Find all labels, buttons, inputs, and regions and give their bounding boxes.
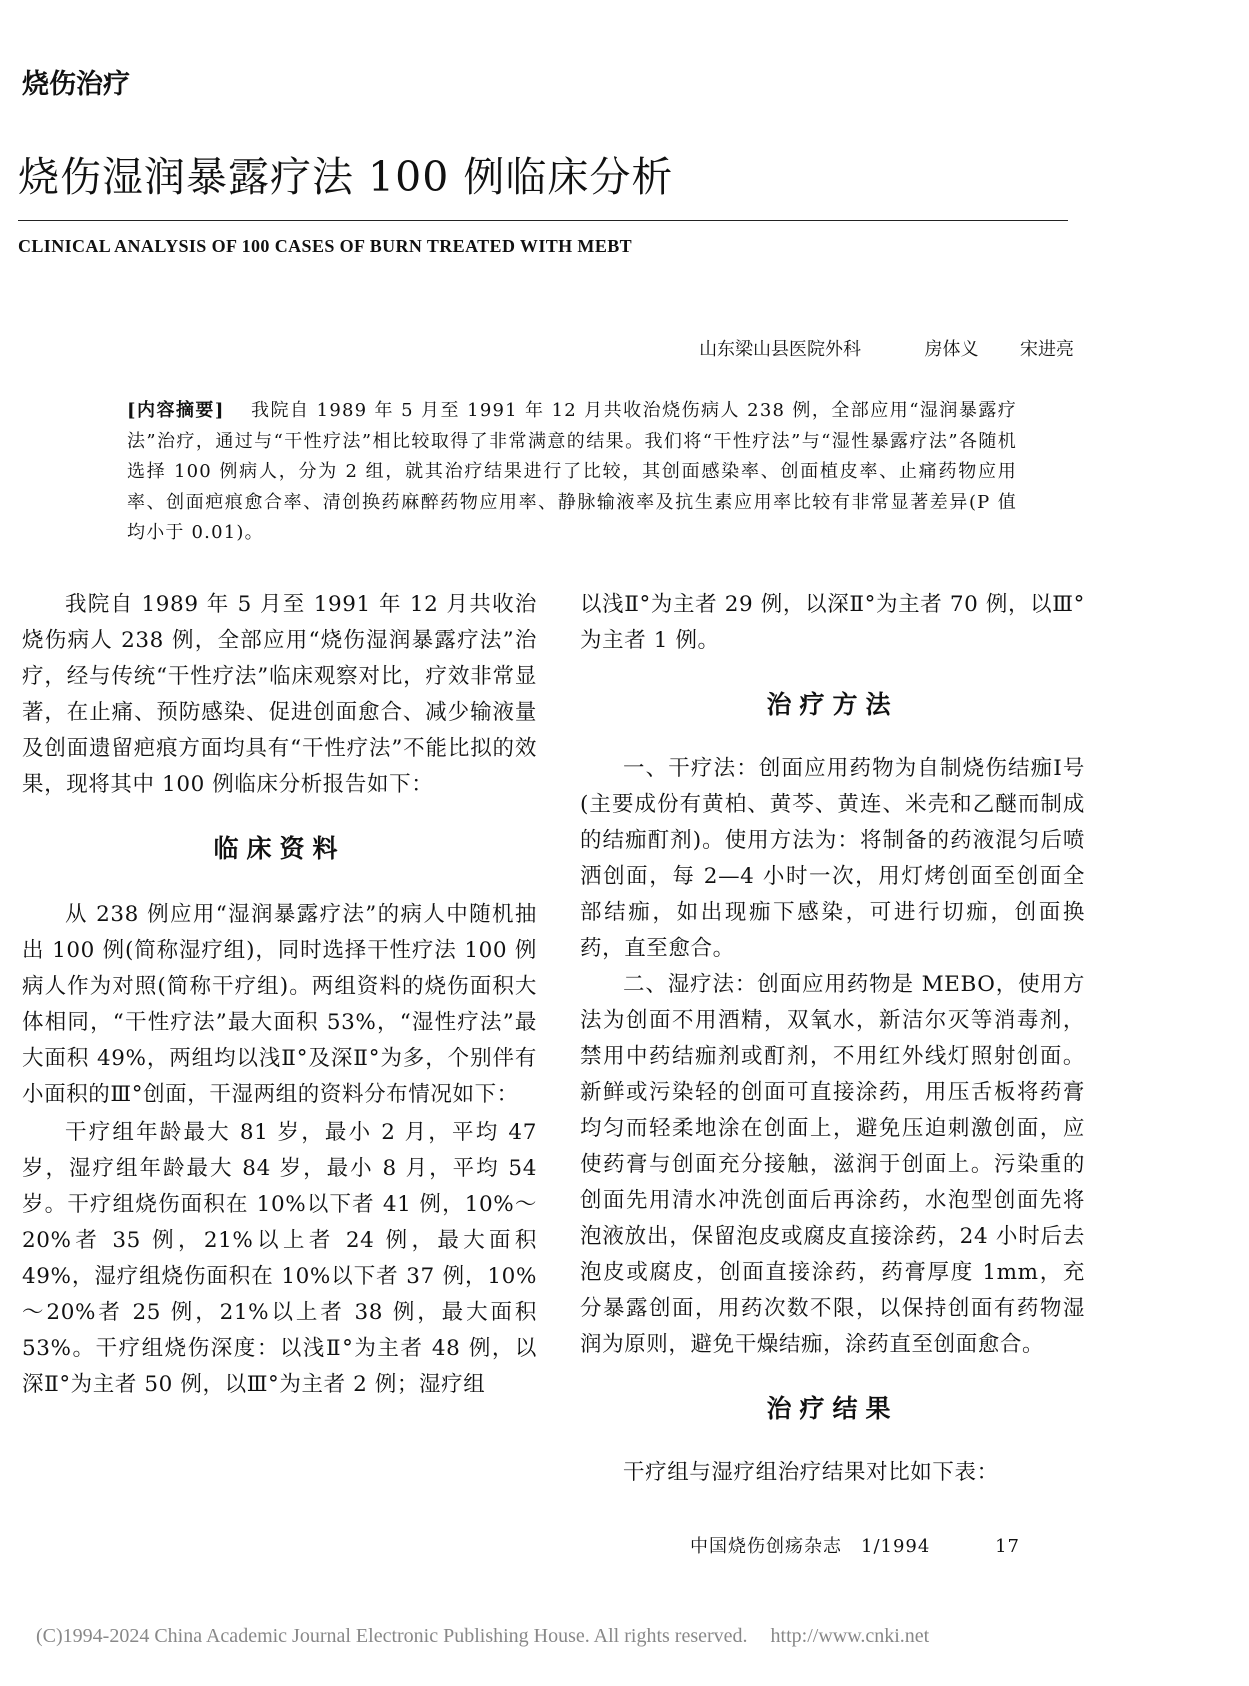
- clinical-data-paragraph-2: 干疗组年龄最大 81 岁，最小 2 月，平均 47 岁，湿疗组年龄最大 84 岁，最小 8 月，平均 54 岁。干疗组烧伤面积在 10%以下者 41 例，10%～20%者 35 例，21%以上者 24 例，最大面积 49%，湿疗组烧伤面积在 10%以下者 37 例，10%～20%者 25 例，21%以上者 38 例，最大面积 53%。干疗组烧伤深度：以浅Ⅱ°为主者 48 例，以深Ⅱ°为主者 50 例，以Ⅲ°为主者 2 例；湿疗组: [22, 1120, 537, 1397]
- journal-name: 中国烧伤创疡杂志 1/1994: [690, 1536, 931, 1557]
- copyright-notice: [36, 1625, 929, 1648]
- title-rule: [18, 220, 1068, 221]
- abstract: [127, 396, 1017, 549]
- heading-clinical-data: 临床资料: [213, 834, 346, 863]
- english-title: CLINICAL ANALYSIS OF 100 CASES OF BURN TREATED WITH MEBT: [18, 236, 633, 256]
- author-2: 宋进亮: [1020, 339, 1074, 360]
- abstract-label: [内容摘要]: [127, 400, 225, 421]
- abstract-text: 我院自 1989 年 5 月至 1991 年 12 月共收治烧伤病人 238 例，全部应用“湿润暴露疗法”治疗，通过与“干性疗法”相比较取得了非常满意的结果。我们将“干性疗法”与“湿性暴露疗法”各随机选择 100 例病人，分为 2 组，就其治疗结果进行了比较，其创面感染率、创面植皮率、止痛药物应用率、创面疤痕愈合率、清创换药麻醉药物应用率、静脉输液率及抗生素应用率比较有非常显著差异(P 值均小于 0.01)。: [127, 400, 1017, 543]
- results-intro-paragraph: 干疗组与湿疗组治疗结果对比如下表：: [623, 1460, 999, 1485]
- author-1: 房体义: [924, 339, 979, 360]
- wet-therapy-paragraph: 二、湿疗法：创面应用药物是 MEBO，使用方法为创面不用酒精，双氧水，新洁尔灭等消毒剂，禁用中药结痂剂或酊剂，不用红外线灯照射创面。新鲜或污染轻的创面可直接涂药，用压舌板将药膏均匀而轻柔地涂在创面上，避免压迫刺激创面，应使药膏与创面充分接触，滋润于创面上。污染重的创面先用清水冲洗创面后再涂药，水泡型创面先将泡液放出，保留泡皮或腐皮直接涂药，24 小时后去泡皮或腐皮，创面直接涂药，药膏厚度 1mm，充分暴露创面，用药次数不限，以保持创面有药物湿润为原则，避免干燥结痂，涂药直至创面愈合。: [580, 972, 1085, 1357]
- affiliation: 山东梁山县医院外科: [699, 339, 862, 360]
- left-column: [22, 587, 537, 1403]
- copyright-url[interactable]: http://www.cnki.net: [770, 1625, 930, 1647]
- clinical-data-paragraph-1: 从 238 例应用“湿润暴露疗法”的病人中随机抽出 100 例(简称湿疗组)，同时选择干性疗法 100 例病人作为对照(简称干疗组)。两组资料的烧伤面积大体相同，“干性疗法”最大面积 53%，“湿性疗法”最大面积 49%，两组均以浅Ⅱ°及深Ⅱ°为多，个别伴有小面积的Ⅲ°创面，干湿两组的资料分布情况如下：: [22, 902, 537, 1107]
- author-line: [699, 335, 1074, 361]
- continuation-paragraph: 以浅Ⅱ°为主者 29 例，以深Ⅱ°为主者 70 例，以Ⅲ°为主者 1 例。: [580, 592, 1085, 653]
- intro-paragraph: 我院自 1989 年 5 月至 1991 年 12 月共收治烧伤病人 238 例，全部应用“烧伤湿润暴露疗法”治疗，经与传统“干性疗法”临床观察对比，疗效非常显著，在止痛、预防感染、促进创面愈合、减少输液量及创面遗留疤痕方面均具有“干性疗法”不能比拟的效果，现将其中 100 例临床分析报告如下：: [22, 592, 537, 797]
- heading-treatment-results: 治疗结果: [766, 1394, 899, 1423]
- right-column: [580, 587, 1085, 1491]
- dry-therapy-paragraph: 一、干疗法：创面应用药物为自制烧伤结痂Ⅰ号(主要成份有黄柏、黄芩、黄连、米壳和乙醚而制成的结痂酊剂)。使用方法为：将制备的药液混匀后喷洒创面，每 2—4 小时一次，用灯烤创面至创面全部结痂，如出现痂下感染，可进行切痂，创面换药，直至愈合。: [580, 756, 1085, 961]
- section-label: 烧伤治疗: [22, 69, 130, 100]
- heading-treatment-methods: 治疗方法: [766, 690, 899, 719]
- page-footer: [690, 1532, 1020, 1558]
- article-title: 烧伤湿润暴露疗法 100 例临床分析: [18, 153, 674, 201]
- copyright-text: (C)1994-2024 China Academic Journal Electronic Publishing House. All rights reserved.: [36, 1625, 748, 1647]
- page-number: 17: [995, 1536, 1020, 1557]
